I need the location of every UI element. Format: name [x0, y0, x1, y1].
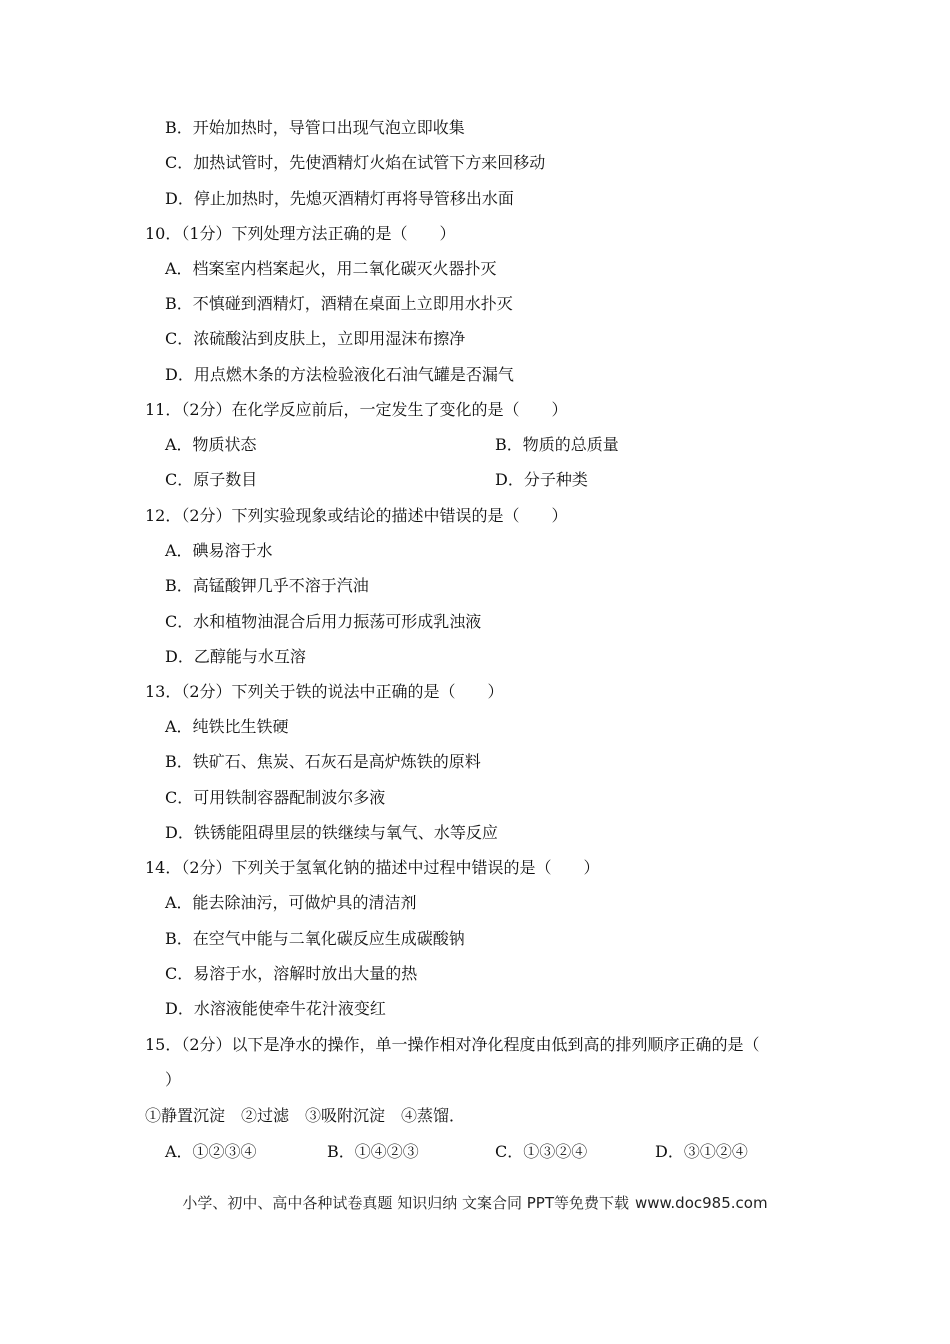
q12-option-d: D．乙醇能与水互溶 [165, 647, 306, 666]
q13-option-c: C．可用铁制容器配制波尔多液 [165, 788, 386, 807]
q15-operations: ①静置沉淀 ②过滤 ③吸附沉淀 ④蒸馏． [145, 1106, 466, 1125]
question-12: 12．（2分）下列实验现象或结论的描述中错误的是（ ） [145, 506, 568, 525]
q15-option-c: C．①③②④ [495, 1142, 588, 1161]
question-15: 15．（2分）以下是净水的操作，单一操作相对净化程度由低到高的排列顺序正确的是（ [145, 1035, 760, 1054]
q9-option-c: C．加热试管时，先使酒精灯火焰在试管下方来回移动 [165, 153, 546, 172]
q10-option-d: D．用点燃木条的方法检验液化石油气罐是否漏气 [165, 365, 514, 384]
q12-option-b: B．高锰酸钾几乎不溶于汽油 [165, 576, 369, 595]
q10-option-a: A．档案室内档案起火，用二氧化碳灭火器扑灭 [165, 259, 497, 278]
q11-option-c: C．原子数目 [165, 470, 258, 489]
q13-option-b: B．铁矿石、焦炭、石灰石是高炉炼铁的原料 [165, 752, 481, 771]
q13-option-d: D．铁锈能阻碍里层的铁继续与氧气、水等反应 [165, 823, 498, 842]
page-footer [0, 1192, 950, 1213]
q11-option-a: A．物质状态 [165, 435, 257, 454]
question-11: 11．（2分）在化学反应前后，一定发生了变化的是（ ） [145, 400, 568, 419]
footer-text: 小学、初中、高中各种试卷真题 知识归纳 文案合同 PPT等免费下载 [182, 1194, 629, 1212]
q11-option-b: B．物质的总质量 [495, 435, 619, 454]
footer-url[interactable]: www.doc985.com [634, 1194, 768, 1212]
q13-option-a: A．纯铁比生铁硬 [165, 717, 289, 736]
q14-option-a: A．能去除油污，可做炉具的清洁剂 [165, 893, 417, 912]
q10-option-b: B．不慎碰到酒精灯，酒精在桌面上立即用水扑灭 [165, 294, 513, 313]
question-13: 13．（2分）下列关于铁的说法中正确的是（ ） [145, 682, 504, 701]
q14-option-b: B．在空气中能与二氧化碳反应生成碳酸钠 [165, 929, 465, 948]
q11-option-d: D．分子种类 [495, 470, 588, 489]
q10-option-c: C．浓硫酸沾到皮肤上，立即用湿沫布擦净 [165, 329, 466, 348]
q15-option-a: A．①②③④ [165, 1142, 257, 1161]
q12-option-a: A．碘易溶于水 [165, 541, 273, 560]
q12-option-c: C．水和植物油混合后用力振荡可形成乳浊液 [165, 612, 482, 631]
q14-option-c: C．易溶于水，溶解时放出大量的热 [165, 964, 418, 983]
question-14: 14．（2分）下列关于氢氧化钠的描述中过程中错误的是（ ） [145, 858, 600, 877]
q14-option-d: D．水溶液能使牵牛花汁液变红 [165, 999, 386, 1018]
question-10: 10．（1分）下列处理方法正确的是（ ） [145, 224, 456, 243]
q15-option-b: B．①④②③ [327, 1142, 419, 1161]
q15-option-d: D．③①②④ [655, 1142, 748, 1161]
q9-option-b: B．开始加热时，导管口出现气泡立即收集 [165, 118, 465, 137]
q9-option-d: D．停止加热时，先熄灭酒精灯再将导管移出水面 [165, 189, 514, 208]
question-15-continuation: ） [165, 1070, 182, 1089]
